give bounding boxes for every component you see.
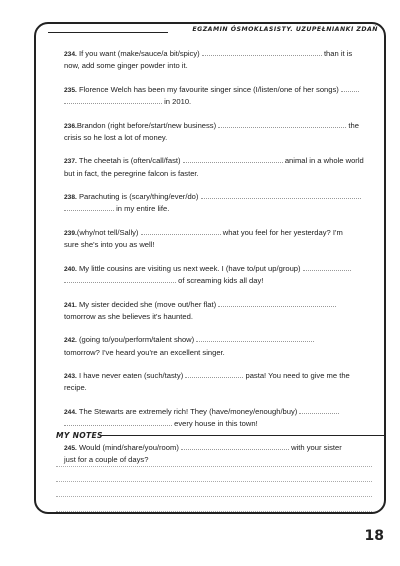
answer-blank[interactable] xyxy=(218,300,336,307)
exercise-text: (why/not tell/Sally) xyxy=(76,227,139,237)
exercise-number: 234. xyxy=(64,51,77,58)
exercise-240 xyxy=(64,263,370,286)
exercise-text: animal in a whole world xyxy=(284,156,364,166)
exercise-number: 238. xyxy=(64,194,77,202)
notes-line[interactable] xyxy=(56,452,372,467)
exercise-text: than it is xyxy=(323,49,353,58)
notes-line[interactable] xyxy=(56,467,372,482)
answer-blank[interactable] xyxy=(196,335,314,342)
exercise-number: 243. xyxy=(64,373,77,381)
exercise-236 xyxy=(64,120,370,143)
exercise-text: Parachuting is (scary/thing/ever/do) xyxy=(78,192,199,202)
exercise-243 xyxy=(64,370,370,393)
answer-blank[interactable] xyxy=(141,228,221,235)
exercise-text: My little cousins are visiting us next week. I (have to/put up/group) xyxy=(78,263,301,273)
answer-blank[interactable] xyxy=(183,156,283,163)
exercise-number: 241. xyxy=(64,301,77,309)
exercise-text: (going to/you/perform/talent show) xyxy=(78,335,195,345)
answer-blank[interactable] xyxy=(201,192,361,199)
exercise-number: 235. xyxy=(64,86,77,94)
answer-blank[interactable] xyxy=(299,407,339,414)
exercise-number: 237. xyxy=(64,158,77,166)
exercise-text: tomorrow as she believes it's haunted. xyxy=(64,311,193,321)
exercise-text: what you feel for her yesterday? I'm xyxy=(222,227,343,237)
exercise-text: just for a couple of days? xyxy=(64,454,149,464)
exercise-text: every house in this town! xyxy=(174,419,258,429)
exercise-239 xyxy=(64,227,370,250)
exercise-text: with your sister xyxy=(291,442,342,452)
exercise-237 xyxy=(64,155,370,178)
exercise-text: but in fact, the peregrine falcon is faster. xyxy=(64,168,199,178)
exercise-238 xyxy=(64,191,370,214)
answer-blank[interactable] xyxy=(218,121,346,128)
exercise-text: recipe. xyxy=(64,383,87,393)
exercise-text: I have never eaten (such/tasty) xyxy=(78,371,184,381)
exercise-text: in 2010. xyxy=(164,97,192,106)
notes-line[interactable] xyxy=(56,497,372,512)
exercise-list xyxy=(64,48,370,478)
exercise-text: The cheetah is (often/call/fast) xyxy=(78,156,181,166)
exercise-text: crisis so he lost a lot of money. xyxy=(64,132,168,142)
answer-blank[interactable] xyxy=(185,371,243,378)
answer-blank[interactable] xyxy=(341,85,359,92)
answer-blank[interactable] xyxy=(64,97,162,104)
exercise-text: of screaming kids all day! xyxy=(178,275,264,285)
exercise-text: in my entire life. xyxy=(116,204,170,214)
exercise-number: 239. xyxy=(64,229,77,237)
page-header: EGZAMIN ÓSMOKLASISTY. UZUPEŁNIANKI ZDAŃ xyxy=(192,26,378,33)
exercise-text: My sister decided she (move out/her flat) xyxy=(78,299,217,309)
exercise-number: 242. xyxy=(64,337,77,345)
exercise-241 xyxy=(64,299,370,322)
notes-line[interactable] xyxy=(56,482,372,497)
my-notes-title: MY NOTES xyxy=(56,431,103,440)
exercise-number: 236. xyxy=(64,122,77,130)
header-line xyxy=(48,32,168,33)
exercise-234 xyxy=(64,48,370,71)
exercise-242 xyxy=(64,334,370,357)
answer-blank[interactable] xyxy=(64,204,114,211)
answer-blank[interactable] xyxy=(64,276,176,283)
exercise-text: sure she's into you as well! xyxy=(64,240,155,250)
answer-blank[interactable] xyxy=(202,49,322,56)
exercise-text: Brandon (right before/start/new business) xyxy=(76,120,217,130)
exercise-text: Would (mind/share/you/room) xyxy=(78,442,179,452)
exercise-text: The Stewarts are extremely rich! They (have/money/enough/buy) xyxy=(78,406,298,416)
exercise-text: now, add some ginger powder into it. xyxy=(64,61,188,71)
answer-blank[interactable] xyxy=(303,264,351,271)
exercise-text: pasta! You need to give me the xyxy=(245,371,350,381)
notes-area[interactable] xyxy=(56,452,372,512)
exercise-text: the xyxy=(348,120,359,130)
exercise-244 xyxy=(64,406,370,429)
exercise-number: 240. xyxy=(64,265,77,273)
answer-blank[interactable] xyxy=(64,419,172,426)
exercise-235 xyxy=(64,84,370,107)
notes-rule xyxy=(100,435,384,436)
exercise-text: tomorrow? I've heard you're an excellent singer. xyxy=(64,347,225,357)
exercise-text: Florence Welch has been my favourite singer since (I/listen/one of her songs) xyxy=(78,84,339,94)
exercise-text: If you want (make/sauce/a bit/spicy) xyxy=(78,49,200,58)
exercise-number: 244. xyxy=(64,408,77,416)
exercise-number: 245. xyxy=(64,444,77,452)
page-number: 18 xyxy=(364,528,384,544)
answer-blank[interactable] xyxy=(181,443,289,450)
